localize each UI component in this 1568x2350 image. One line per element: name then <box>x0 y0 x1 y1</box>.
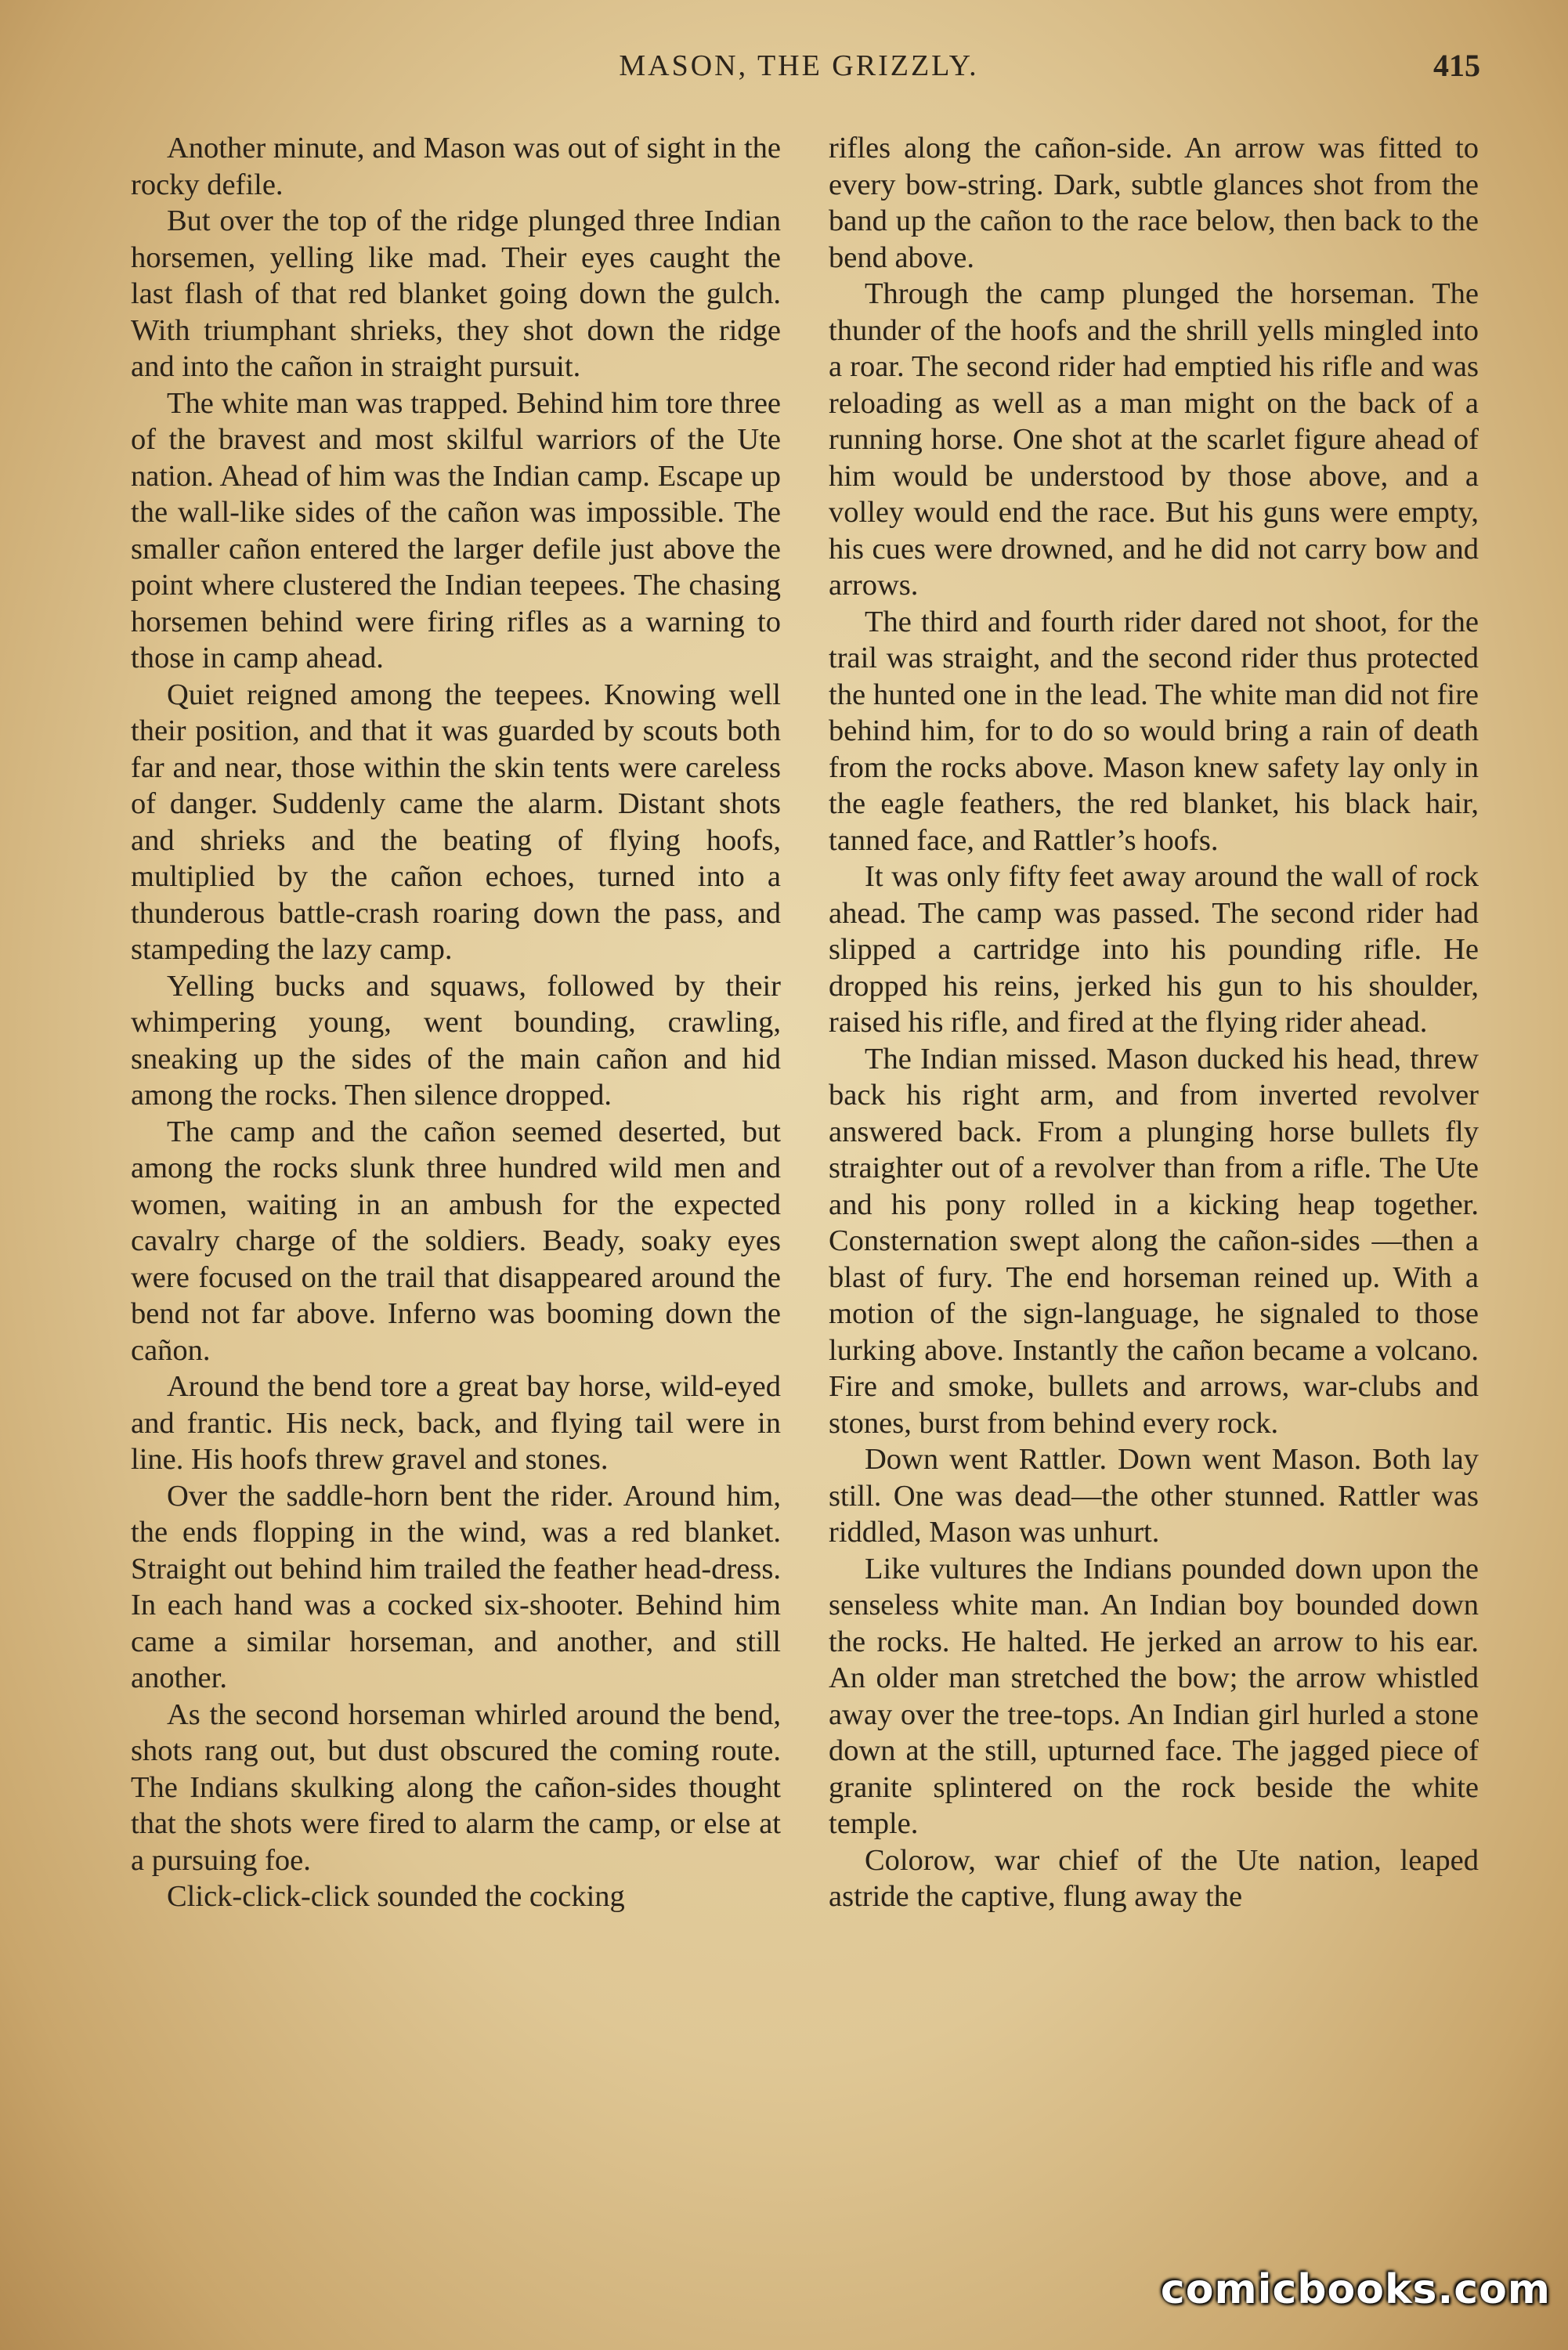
paragraph: Over the saddle-horn bent the rider. Around him, the ends flopping in the wind, was a red blanket. Straight out behind him trailed the feather head-dress. In each hand was a cocked six-shooter. Behind him came a similar horseman, and another, and still another. <box>131 1479 781 1694</box>
paragraph: Another minute, and Mason was out of sight in the rocky defile. <box>131 132 781 201</box>
paragraph: The Indian missed. Mason ducked his head, threw back his right arm, and from inverted revolver answered back. From a plunging horse bullets fly straighter out of a revolver than from a rifle. The Ute and his pony rolled in a kicking heap together. Consternation swept along the cañon-sides —then a blast of fury. The end horseman reined up. With a motion of the sign-language, he signaled to those lurking above. Instantly the cañon became a volcano. Fire and smoke, bullets and arrows, war-clubs and stones, burst from behind every rock. <box>829 1042 1479 1440</box>
paragraph: Yelling bucks and squaws, followed by their whimpering young, went bounding, crawling, sneaking up the sides of the main cañon and hid among the rocks. Then silence dropped. <box>131 969 781 1112</box>
page-number: 415 <box>1433 48 1480 83</box>
paragraph: The third and fourth rider dared not shoot, for the trail was straight, and the second rider thus protected the hunted one in the lead. The white man did not fire behind him, for to do so would bring a rain of death from the rocks above. Mason knew safety lay only in the eagle feathers, the red blanket, his black hair, tanned face, and Rattler’s hoofs. <box>829 605 1479 857</box>
right-text-column <box>829 130 1479 1915</box>
paragraph: Around the bend tore a great bay horse, wild-eyed and frantic. His neck, back, and flying tail were in line. His hoofs threw gravel and stones. <box>131 1370 781 1476</box>
paragraph: Colorow, war chief of the Ute nation, leaped astride the captive, flung away the <box>829 1843 1479 1913</box>
paragraph: The white man was trapped. Behind him tore three of the bravest and most skilful warriors of the Ute nation. Ahead of him was the Indian camp. Escape up the wall-like sides of the cañon was impossible. The smaller cañon entered the larger defile just above the point where clustered the Indian teepees. The chasing horsemen behind were firing rifles as a warning to those in camp ahead. <box>131 386 781 674</box>
left-text-column <box>131 130 781 1915</box>
paragraph: But over the top of the ridge plunged three Indian horsemen, yelling like mad. Their eyes caught the last flash of that red blanket going down the gulch. With triumphant shrieks, they shot down the ridge and into the cañon in straight pursuit. <box>131 204 781 383</box>
running-title: MASON, THE GRIZZLY. <box>619 49 979 82</box>
watermark-logo: comicbooks.com <box>1160 2266 1551 2313</box>
paragraph: The camp and the cañon seemed deserted, but among the rocks slunk three hundred wild men and women, waiting in an ambush for the expected cavalry charge of the soldiers. Beady, soaky eyes were focused on the trail that disappeared around the bend not far above. Inferno was booming down the cañon. <box>131 1115 781 1367</box>
paragraph: Through the camp plunged the horseman. The thunder of the hoofs and the shrill yells mingled into a roar. The second rider had emptied his rifle and was reloading as well as a man might on the back of a running horse. One shot at the scarlet figure ahead of him would be understood by those above, and a volley would end the race. But his guns were empty, his cues were drowned, and he did not carry bow and arrows. <box>829 277 1479 602</box>
paragraph: Like vultures the Indians pounded down upon the senseless white man. An Indian boy bounded down the rocks. He halted. He jerked an arrow to his ear. An older man stretched the bow; the arrow whistled away over the tree-tops. An Indian girl hurled a stone down at the still, upturned face. The jagged piece of granite splintered on the rock beside the white temple. <box>829 1552 1479 1840</box>
paragraph: rifles along the cañon-side. An arrow was fitted to every bow-string. Dark, subtle glances shot from the band up the cañon to the race below, then back to the bend above. <box>829 132 1479 274</box>
paragraph: Click-click-click sounded the cocking <box>167 1880 625 1913</box>
paragraph: Quiet reigned among the teepees. Knowing well their position, and that it was guarded by scouts both far and near, those within the skin tents were careless of danger. Suddenly came the alarm. Distant shots and shrieks and the beating of flying hoofs, multiplied by the cañon echoes, turned into a thunderous battle-crash roaring down the pass, and stampeding the lazy camp. <box>131 678 781 966</box>
paragraph: It was only fifty feet away around the wall of rock ahead. The camp was passed. The second rider had slipped a cartridge into his pounding rifle. He dropped his reins, jerked his gun to his shoulder, raised his rifle, and fired at the flying rider ahead. <box>829 860 1479 1039</box>
paragraph: As the second horseman whirled around the bend, shots rang out, but dust obscured the coming route. The Indians skulking along the cañon-sides thought that the shots were fired to alarm the camp, or else at a pursuing foe. <box>131 1697 781 1877</box>
paragraph: Down went Rattler. Down went Mason. Both lay still. One was dead—the other stunned. Rattler was riddled, Mason was unhurt. <box>829 1443 1479 1549</box>
